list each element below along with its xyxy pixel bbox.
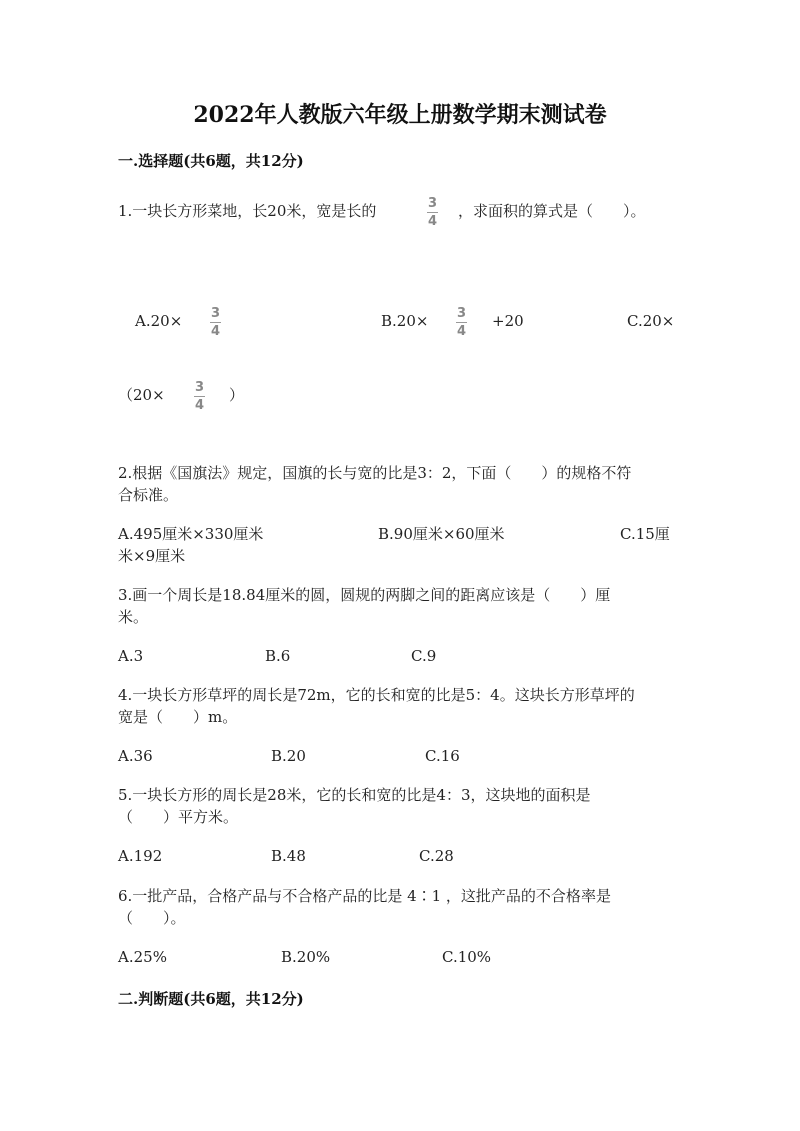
option-a: A.192	[118, 847, 163, 865]
option-a: A.36	[118, 747, 153, 765]
option-c: C.20×	[627, 312, 675, 330]
option-c: C.15厘	[620, 525, 670, 543]
question-2-line-1: 2.根据《国旗法》规定，国旗的长与宽的比是3：2，下面（ ）的规格不符	[118, 464, 632, 482]
option-b: B.20	[271, 747, 306, 765]
option-c: C.10%	[442, 948, 492, 966]
option-b: B.20%	[281, 948, 331, 966]
question-5-line-2: （ ）平方米。	[118, 808, 239, 826]
question-3-line-1: 3.画一个周长是18.84厘米的圆，圆规的两脚之间的距离应该是（ ）厘	[118, 586, 611, 604]
option-c: C.16	[425, 747, 460, 765]
option-c: C.9	[411, 647, 437, 665]
option-b: B.48	[271, 847, 306, 865]
question-2-line-2: 合标准。	[118, 486, 179, 504]
option-a: A.25%	[118, 948, 167, 966]
question-3-line-2: 米。	[118, 608, 149, 626]
option-c-continued: 米×9厘米	[118, 547, 186, 565]
question-4-line-1: 4.一块长方形草坪的周长是72m，它的长和宽的比是5：4。这块长方形草坪的	[118, 686, 635, 704]
option-b: B.20×	[381, 312, 429, 330]
option-a: A.3	[118, 647, 144, 665]
question-6-line-2: （ ）。	[118, 909, 186, 927]
option-c: C.28	[419, 847, 454, 865]
option-a: A.495厘米×330厘米	[118, 525, 264, 543]
fraction-three-quarters: 3 4	[194, 380, 205, 413]
option-c-continued: （20×	[118, 386, 165, 404]
option-a: A.20×	[135, 312, 183, 330]
question-6-line-1: 6.一批产品，合格产品与不合格产品的比是 4∶1 ，这批产品的不合格率是	[118, 887, 611, 905]
page-title: 2022年人教版六年级上册数学期末测试卷	[193, 102, 607, 128]
option-b-tail: +20	[492, 312, 524, 330]
option-b: B.6	[265, 647, 291, 665]
option-c-close-paren: ）	[229, 386, 245, 404]
fraction-three-quarters: 3 4	[427, 196, 438, 229]
fraction-three-quarters: 3 4	[210, 306, 221, 339]
question-5-line-1: 5.一块长方形的周长是28米，它的长和宽的比是4：3，这块地的面积是	[118, 786, 591, 804]
section-heading-judgement: 二.判断题(共6题，共12分)	[118, 990, 304, 1008]
question-1-text-start: 1.一块长方形菜地，长20米，宽是长的	[118, 202, 377, 220]
section-heading-choice: 一.选择题(共6题，共12分)	[118, 152, 304, 170]
fraction-three-quarters: 3 4	[456, 306, 467, 339]
option-b: B.90厘米×60厘米	[378, 525, 505, 543]
question-1-text-end: ，求面积的算式是（ ）。	[458, 202, 646, 220]
question-4-line-2: 宽是（ ）m。	[118, 708, 238, 726]
